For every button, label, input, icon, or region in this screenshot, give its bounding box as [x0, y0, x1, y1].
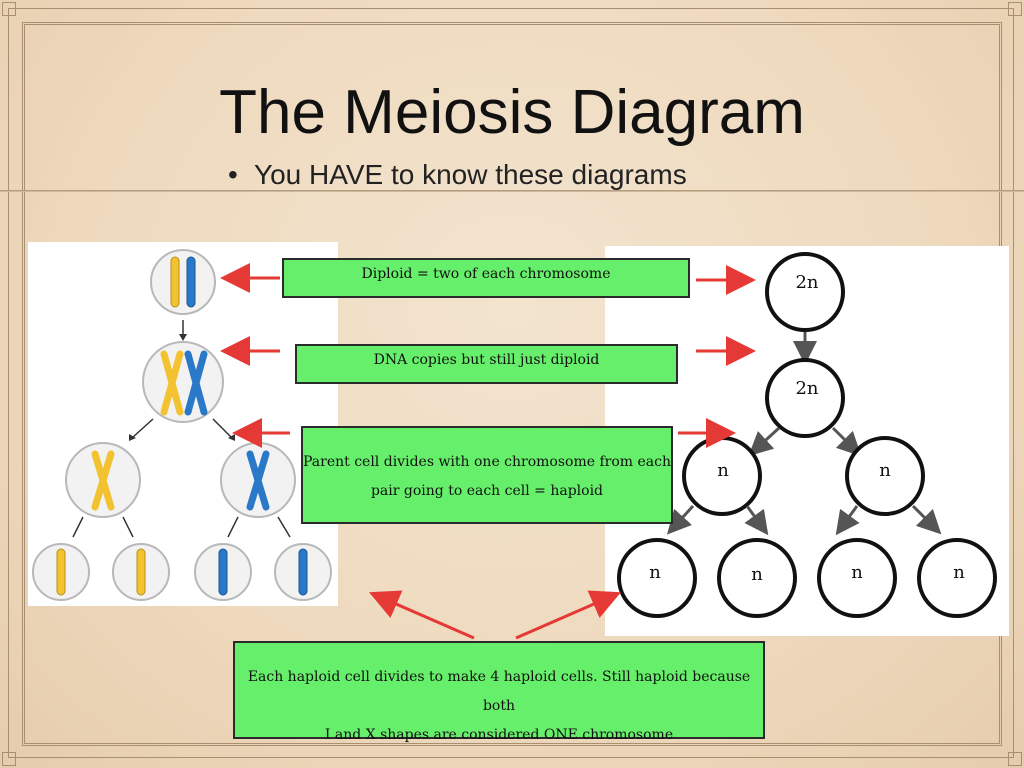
- cell-2n-middle-label: 2n: [795, 378, 819, 399]
- cell-n-label: n: [879, 460, 891, 481]
- cell-n-label: n: [953, 562, 965, 583]
- cell-n-label: n: [717, 460, 729, 481]
- red-arrow-diag-left: [380, 597, 474, 638]
- cell-2n-top-label: 2n: [795, 272, 819, 293]
- note-haploid-divides-line2: I and X shapes are considered ONE chromosome: [324, 727, 674, 743]
- note-parent-divides-line2: pair going to each cell = haploid: [370, 483, 604, 499]
- cell-n-label: n: [649, 562, 661, 583]
- cell-n-label: n: [851, 562, 863, 583]
- bullet-text: You HAVE to know these diagrams: [254, 159, 687, 190]
- note-parent-divides-line1: Parent cell divides with one chromosome from each: [303, 454, 672, 470]
- note-haploid-divides-line1: Each haploid cell divides to make 4 haploid cells. Still haploid because both: [247, 669, 751, 714]
- note-diploid-text: Diploid = two of each chromosome: [361, 266, 611, 282]
- note-dna-copies-text: DNA copies but still just diploid: [373, 352, 600, 368]
- bullet-dot: •: [228, 159, 238, 190]
- slide-title: The Meiosis Diagram: [219, 78, 805, 147]
- red-arrow-diag-right: [516, 597, 610, 638]
- cell-n-label: n: [751, 564, 763, 585]
